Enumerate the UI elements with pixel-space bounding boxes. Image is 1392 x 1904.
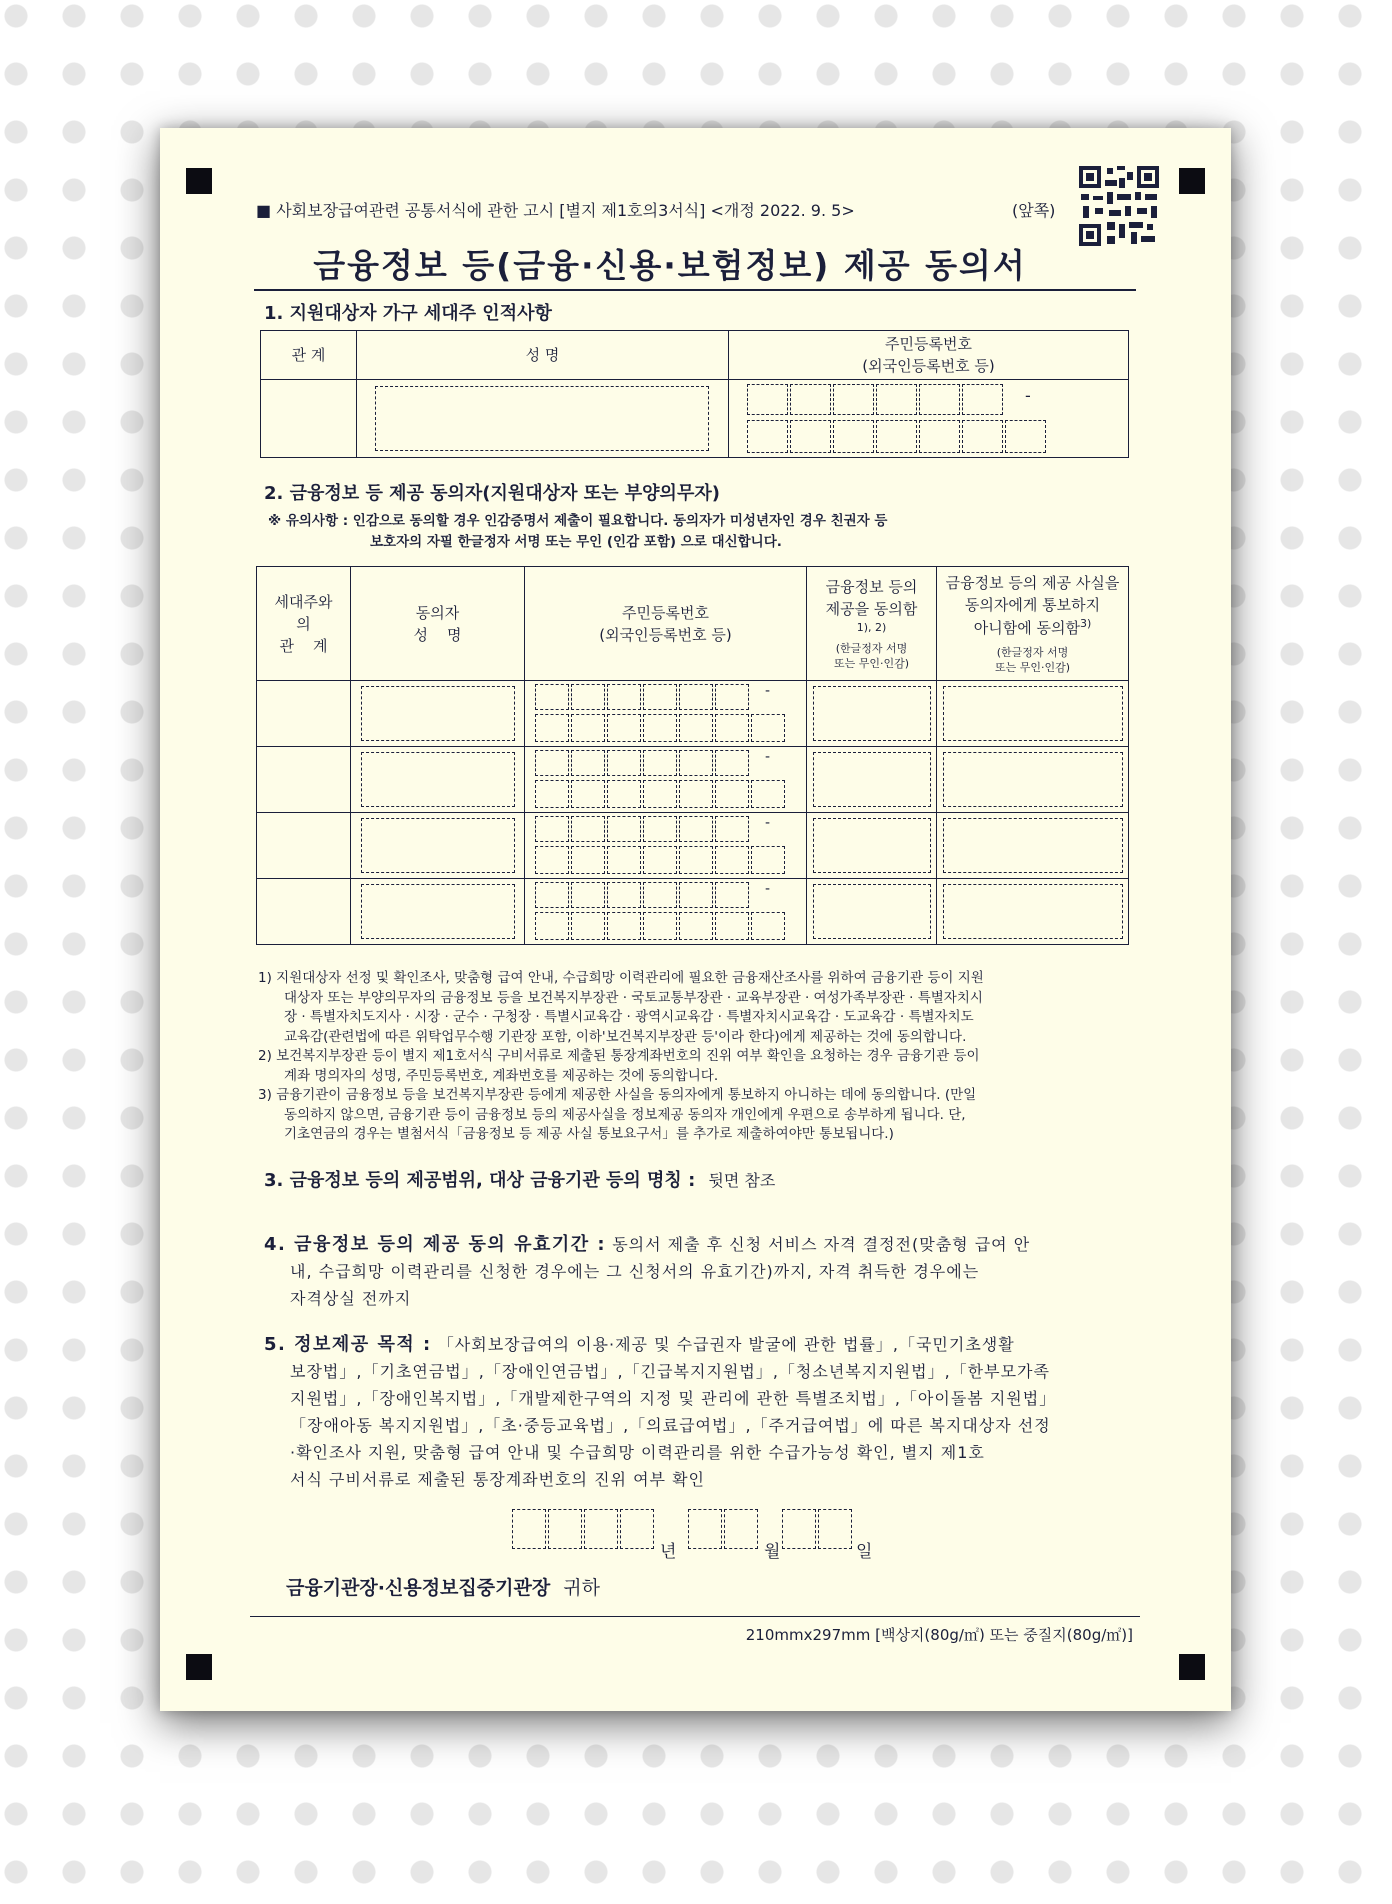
id-digit-box[interactable] bbox=[607, 816, 641, 842]
table-row bbox=[257, 813, 1129, 879]
month-digit-box[interactable] bbox=[724, 1509, 758, 1549]
consent-signature-field[interactable] bbox=[813, 884, 931, 939]
consent-sign-wrap bbox=[807, 681, 936, 746]
id-digit-box[interactable] bbox=[715, 846, 749, 874]
section5-heading: 5. 정보제공 목적 : bbox=[264, 1334, 432, 1355]
consenter-name-wrap bbox=[351, 813, 524, 878]
form-title: 금융정보 등(금융·신용·보험정보) 제공 동의서 bbox=[313, 246, 1027, 285]
consenter-table bbox=[256, 566, 1129, 945]
id-digit-box[interactable] bbox=[751, 780, 785, 808]
section2-note-line1: ※ 유의사항 : 인감으로 동의할 경우 인감증명서 제출이 필요합니다. 동의자가 미성년자인 경우 친권자 등 bbox=[268, 513, 888, 529]
id-digit-box[interactable] bbox=[833, 420, 874, 453]
id-box-grid bbox=[525, 813, 806, 878]
id-digit-box[interactable] bbox=[679, 684, 713, 710]
id-digit-box[interactable] bbox=[643, 750, 677, 776]
col-header-name: 성 명 bbox=[357, 331, 729, 380]
notify-sign-wrap bbox=[937, 879, 1128, 944]
id-digit-box[interactable] bbox=[571, 714, 605, 742]
col-header-id bbox=[729, 331, 1129, 380]
id-digit-box[interactable] bbox=[876, 420, 917, 453]
table-row bbox=[257, 879, 1129, 945]
id-dash: - bbox=[765, 815, 771, 831]
month-label: 월 bbox=[764, 1542, 781, 1562]
footnote-line: 동의하지 않으면, 금융기관 등이 금융정보 등의 제공사실을 정보제공 동의자 개인에게 우편으로 송부하게 됩니다. 단, bbox=[284, 1106, 966, 1123]
col-header-notify bbox=[937, 567, 1129, 681]
consent-header-line2: 제공을 동의함 bbox=[825, 600, 918, 618]
id-digit-box[interactable] bbox=[607, 846, 641, 874]
id-digit-box[interactable] bbox=[919, 420, 960, 453]
id-dash: - bbox=[765, 683, 771, 699]
section5-line6: 서식 구비서류로 제출된 통장계좌번호의 진위 여부 확인 bbox=[290, 1470, 706, 1489]
relation-header-line1: 세대주와 bbox=[274, 592, 333, 611]
id-digit-box[interactable] bbox=[679, 780, 713, 808]
consenter-name-wrap bbox=[351, 681, 524, 746]
consenter-name-cell bbox=[351, 813, 525, 879]
id-digit-box[interactable] bbox=[535, 912, 569, 940]
id-digit-box[interactable] bbox=[643, 780, 677, 808]
registration-mark-top-left bbox=[186, 168, 212, 194]
id-digit-box[interactable] bbox=[535, 714, 569, 742]
year-digit-box[interactable] bbox=[512, 1509, 546, 1549]
id-digit-box[interactable] bbox=[715, 684, 749, 710]
id-digit-box[interactable] bbox=[643, 912, 677, 940]
consenter-name-field[interactable] bbox=[361, 818, 515, 873]
registration-mark-top-right bbox=[1179, 168, 1205, 194]
year-digit-box[interactable] bbox=[584, 1509, 618, 1549]
id-digit-box[interactable] bbox=[790, 384, 831, 415]
table-row bbox=[257, 747, 1129, 813]
section3-text: 뒷면 참조 bbox=[708, 1171, 776, 1190]
notify-sign-cell bbox=[937, 879, 1129, 945]
id-cell bbox=[525, 747, 807, 813]
id-box-grid-head bbox=[729, 380, 1128, 457]
notify-sign-cell bbox=[937, 681, 1129, 747]
section5 bbox=[264, 1331, 1144, 1493]
notify-signature-field[interactable] bbox=[943, 884, 1123, 939]
section4-line1: 동의서 제출 후 신청 서비스 자격 결정전(맞춤형 급여 안 bbox=[612, 1235, 1031, 1254]
id-digit-box[interactable] bbox=[751, 846, 785, 874]
notify-sign-wrap bbox=[937, 681, 1128, 746]
consent-sign-cell bbox=[807, 681, 937, 747]
notify-sign-wrap bbox=[937, 813, 1128, 878]
consent-sign-cell bbox=[807, 747, 937, 813]
col-header-consenter-name bbox=[351, 567, 525, 681]
section4 bbox=[264, 1231, 1144, 1312]
id-box-grid bbox=[525, 747, 806, 812]
footnote-line: 기초연금의 경우는 별첨서식「금융정보 등 제공 사실 통보요구서」를 추가로 제출하여야만 통보됩니다.) bbox=[284, 1126, 894, 1142]
consenter-name-cell bbox=[351, 747, 525, 813]
id-digit-box[interactable] bbox=[607, 912, 641, 940]
section2-heading: 2. 금융정보 등 제공 동의자(지원대상자 또는 부양의무자) bbox=[264, 483, 720, 504]
id-digit-box[interactable] bbox=[643, 816, 677, 842]
notify-header-line3 bbox=[937, 616, 1128, 639]
id-digit-box[interactable] bbox=[876, 384, 917, 415]
section1-heading: 1. 지원대상자 가구 세대주 인적사항 bbox=[264, 303, 552, 324]
id-digit-box[interactable] bbox=[571, 882, 605, 908]
id-digit-box[interactable] bbox=[571, 816, 605, 842]
day-digit-box[interactable] bbox=[782, 1509, 816, 1549]
footnote-line: 장 · 특별자치도지사 · 시장 · 군수 · 구청장 · 특별시교육감 · 광역시교육감 · 특별자치시교육감 · 도교육감 · 특별자치도 bbox=[284, 1009, 974, 1025]
consent-sign-cell bbox=[807, 813, 937, 879]
paper-spec: 210mmx297mm [백상지(80g/㎡) 또는 중질지(80g/㎡)] bbox=[745, 1626, 1133, 1644]
consent-signature-field[interactable] bbox=[813, 686, 931, 741]
notify-header-note1: (한글정자 서명 bbox=[996, 646, 1069, 659]
id-digit-box[interactable] bbox=[535, 780, 569, 808]
section4-line2: 내, 수급희망 이력관리를 신청한 경우에는 그 신청서의 유효기간)까지, 자격 취득한 경우에는 bbox=[290, 1262, 980, 1281]
addressee-name: 금융기관장·신용정보집중기관장 bbox=[286, 1577, 551, 1599]
col-header-id-line1: 주민등록번호 bbox=[885, 335, 972, 353]
page-side-label: (앞쪽) bbox=[1012, 201, 1056, 220]
section5-line5: ·확인조사 지원, 맞춤형 급여 안내 및 수급희망 이력관리를 위한 수급가능성 확인, 별지 제1호 bbox=[290, 1443, 985, 1462]
relation-header-line2: 의 bbox=[296, 614, 311, 633]
section4-heading: 4. 금융정보 등의 제공 동의 유효기간 : bbox=[264, 1234, 607, 1255]
id-digit-box[interactable] bbox=[962, 420, 1003, 453]
consent-sign-wrap bbox=[807, 813, 936, 878]
consenter-header-line2: 성 명 bbox=[413, 625, 462, 644]
section5-line2: 보장법」,「기초연금법」,「장애인연금법」,「긴급복지지원법」,「청소년복지지원법」,「한부모가족 bbox=[290, 1362, 1050, 1381]
section5-line3: 지원법」,「장애인복지법」,「개발제한구역의 지정 및 관리에 관한 특별조치법」,「아이돌봄 지원법」 bbox=[290, 1389, 1057, 1408]
consent-header-footnote-ref: 1), 2) bbox=[856, 621, 887, 634]
registration-mark-bottom-left bbox=[186, 1654, 212, 1680]
id-digit-box[interactable] bbox=[643, 846, 677, 874]
addressee bbox=[286, 1573, 600, 1600]
id-digit-box[interactable] bbox=[833, 384, 874, 415]
table-row bbox=[257, 681, 1129, 747]
consenter-name-field[interactable] bbox=[361, 686, 515, 741]
notify-signature-field[interactable] bbox=[943, 686, 1123, 741]
id-digit-box[interactable] bbox=[535, 882, 569, 908]
consent-sign-cell bbox=[807, 879, 937, 945]
day-digit-box[interactable] bbox=[818, 1509, 852, 1549]
notify-sign-wrap bbox=[937, 747, 1128, 812]
id-digit-box[interactable] bbox=[747, 384, 788, 415]
id-digit-box[interactable] bbox=[643, 714, 677, 742]
id-box-grid bbox=[525, 681, 806, 746]
notify-sign-cell bbox=[937, 813, 1129, 879]
notify-header-line2: 동의자에게 통보하지 bbox=[964, 596, 1101, 614]
consent-header-note2: 또는 무인·인감) bbox=[833, 657, 910, 670]
id-digit-box[interactable] bbox=[679, 912, 713, 940]
footnote-line: 대상자 또는 부양의무자의 금융정보 등을 보건복지부장관 · 국토교통부장관 · 교육부장관 · 여성가족부장관 · 특별자치시 bbox=[284, 989, 983, 1006]
col-header-relation: 관 계 bbox=[261, 331, 357, 380]
id-digit-box[interactable] bbox=[751, 714, 785, 742]
consenter-header-line1: 동의자 bbox=[415, 603, 460, 622]
id-digit-box[interactable] bbox=[1005, 420, 1046, 453]
notify-signature-field[interactable] bbox=[943, 818, 1123, 873]
consent-header-line1: 금융정보 등의 bbox=[825, 578, 918, 596]
id-dash: - bbox=[765, 881, 771, 897]
id-digit-box[interactable] bbox=[571, 846, 605, 874]
consenter-name-cell bbox=[351, 681, 525, 747]
name-field[interactable] bbox=[375, 386, 709, 451]
year-label: 년 bbox=[660, 1542, 677, 1562]
month-digit-box[interactable] bbox=[688, 1509, 722, 1549]
section2-note-line2: 보호자의 자필 한글정자 서명 또는 무인 (인감 포함) 으로 대신합니다. bbox=[370, 534, 782, 550]
notify-header-note2: 또는 무인·인감) bbox=[994, 661, 1071, 674]
col-header-consent bbox=[807, 567, 937, 681]
title-divider bbox=[254, 289, 1136, 291]
notify-header-line3-text: 아니함에 동의함 bbox=[973, 619, 1080, 637]
id-digit-box[interactable] bbox=[679, 750, 713, 776]
col-header-id bbox=[525, 567, 807, 681]
id-cell bbox=[525, 813, 807, 879]
id-digit-box[interactable] bbox=[715, 714, 749, 742]
addressee-suffix: 귀하 bbox=[563, 1577, 600, 1599]
id-box-grid bbox=[525, 879, 806, 944]
household-head-table bbox=[260, 330, 1129, 458]
id-cell bbox=[729, 380, 1129, 458]
consenter-name-wrap bbox=[351, 747, 524, 812]
id-cell bbox=[525, 879, 807, 945]
id-digit-box[interactable] bbox=[962, 384, 1003, 415]
id-digit-box[interactable] bbox=[571, 684, 605, 710]
relation-cell[interactable] bbox=[257, 681, 351, 747]
id-cell bbox=[525, 681, 807, 747]
consent-sign-wrap bbox=[807, 879, 936, 944]
id-digit-box[interactable] bbox=[715, 750, 749, 776]
consent-signature-field[interactable] bbox=[813, 752, 931, 807]
consent-sign-wrap bbox=[807, 747, 936, 812]
relation-header-line3: 관 계 bbox=[279, 636, 328, 655]
consenter-name-field[interactable] bbox=[361, 752, 515, 807]
footnote-line: 1) 지원대상자 선정 및 확인조사, 맞춤형 급여 안내, 수급희망 이력관리에 필요한 금융재산조사를 위하여 금융기관 등이 지원 bbox=[258, 970, 984, 986]
id-digit-box[interactable] bbox=[571, 912, 605, 940]
id-digit-box[interactable] bbox=[679, 882, 713, 908]
form-sheet bbox=[160, 128, 1231, 1711]
footnote-line: 계좌 명의자의 성명, 주민등록번호, 계좌번호를 제공하는 것에 동의합니다. bbox=[284, 1067, 719, 1084]
year-digit-box[interactable] bbox=[620, 1509, 654, 1549]
id-digit-box[interactable] bbox=[571, 750, 605, 776]
form-notice: ■ 사회보장급여관련 공통서식에 관한 고시 [별지 제1호의3서식] <개정 2022. 9. 5> bbox=[256, 201, 855, 220]
section3-heading: 3. 금융정보 등의 제공범위, 대상 금융기관 등의 명칭 : bbox=[264, 1170, 696, 1191]
id-dash: - bbox=[765, 749, 771, 765]
id-digit-box[interactable] bbox=[919, 384, 960, 415]
col-header-id-line2: (외국인등록번호 등) bbox=[862, 357, 995, 375]
id-dash: - bbox=[1025, 386, 1031, 405]
id-digit-box[interactable] bbox=[679, 816, 713, 842]
section5-line4: 「장애아동 복지지원법」,「초·중등교육법」,「의료급여법」,「주거급여법」에 따른 복지대상자 선정 bbox=[290, 1416, 1051, 1435]
id-digit-box[interactable] bbox=[535, 816, 569, 842]
id-digit-box[interactable] bbox=[535, 846, 569, 874]
notify-header-line1: 금융정보 등의 제공 사실을 bbox=[945, 574, 1120, 592]
consenter-name-cell bbox=[351, 879, 525, 945]
id-digit-box[interactable] bbox=[607, 882, 641, 908]
footnote-line: 교육감(관련법에 따른 위탁업무수행 기관장 포함, 이하'보건복지부장관 등'이라 한다)에게 제공하는 것에 동의합니다. bbox=[284, 1028, 967, 1045]
col-header-relation bbox=[257, 567, 351, 681]
id-digit-box[interactable] bbox=[715, 780, 749, 808]
relation-cell[interactable] bbox=[257, 879, 351, 945]
id-digit-box[interactable] bbox=[607, 684, 641, 710]
bottom-divider bbox=[250, 1616, 1140, 1617]
id-digit-box[interactable] bbox=[679, 846, 713, 874]
footnote-line: 2) 보건복지부장관 등이 별지 제1호서식 구비서류로 제출된 통장계좌번호의 진위 여부 확인을 요청하는 경우 금융기관 등이 bbox=[258, 1048, 980, 1064]
year-digit-box[interactable] bbox=[548, 1509, 582, 1549]
consent-signature-field[interactable] bbox=[813, 818, 931, 873]
id-digit-box[interactable] bbox=[747, 420, 788, 453]
id-digit-box[interactable] bbox=[535, 684, 569, 710]
id-digit-box[interactable] bbox=[643, 882, 677, 908]
id-header-line1: 주민등록번호 bbox=[622, 603, 709, 622]
id-digit-box[interactable] bbox=[715, 816, 749, 842]
registration-mark-bottom-right bbox=[1179, 1654, 1205, 1680]
id-digit-box[interactable] bbox=[571, 780, 605, 808]
consenter-rows bbox=[257, 681, 1129, 945]
id-digit-box[interactable] bbox=[751, 912, 785, 940]
id-digit-box[interactable] bbox=[535, 750, 569, 776]
day-label: 일 bbox=[856, 1542, 873, 1562]
id-digit-box[interactable] bbox=[607, 780, 641, 808]
relation-cell[interactable] bbox=[261, 380, 357, 458]
footnote-line: 3) 금융기관이 금융정보 등을 보건복지부장관 등에게 제공한 사실을 동의자에게 통보하지 아니하는 데에 동의합니다. (만일 bbox=[258, 1087, 977, 1103]
relation-cell[interactable] bbox=[257, 747, 351, 813]
section3 bbox=[264, 1166, 775, 1192]
id-digit-box[interactable] bbox=[715, 882, 749, 908]
id-header-line2: (외국인등록번호 등) bbox=[599, 625, 732, 644]
id-digit-box[interactable] bbox=[607, 714, 641, 742]
notify-signature-field[interactable] bbox=[943, 752, 1123, 807]
consent-header-note1: (한글정자 서명 bbox=[835, 642, 908, 655]
section5-line1: 「사회보장급여의 이용·제공 및 수급권자 발굴에 관한 법률」,「국민기초생활 bbox=[437, 1335, 1015, 1354]
id-digit-box[interactable] bbox=[643, 684, 677, 710]
id-digit-box[interactable] bbox=[715, 912, 749, 940]
consenter-name-wrap bbox=[351, 879, 524, 944]
section4-line3: 자격상실 전까지 bbox=[290, 1289, 412, 1308]
notify-sign-cell bbox=[937, 747, 1129, 813]
id-digit-box[interactable] bbox=[790, 420, 831, 453]
relation-cell[interactable] bbox=[257, 813, 351, 879]
id-digit-box[interactable] bbox=[679, 714, 713, 742]
notify-header-footnote-ref: 3) bbox=[1079, 617, 1092, 630]
consenter-name-field[interactable] bbox=[361, 884, 515, 939]
name-cell bbox=[357, 380, 729, 458]
qr-code-icon bbox=[1079, 166, 1159, 246]
id-digit-box[interactable] bbox=[607, 750, 641, 776]
